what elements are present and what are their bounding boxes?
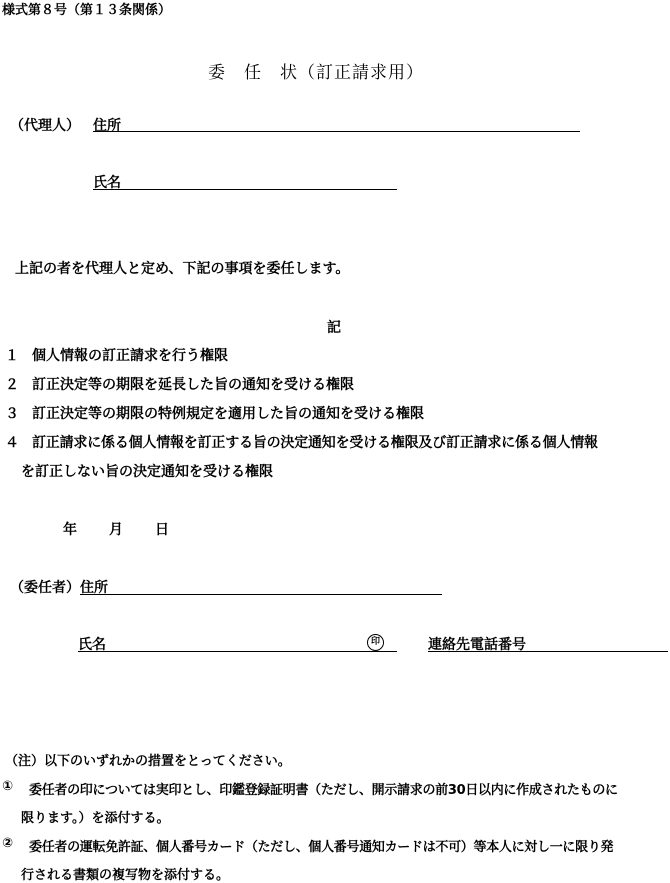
- seal-mark: 印: [367, 634, 384, 651]
- date-month-label: 月: [109, 522, 123, 538]
- delegation-statement: 上記の者を代理人と定め、下記の事項を委任します。: [15, 261, 350, 277]
- ki-heading: 記: [327, 320, 341, 336]
- list-item: 訂正決定等の期限を延長した旨の通知を受ける権限: [32, 377, 354, 393]
- note-item-continuation: 限ります。）を添付する。: [21, 811, 170, 826]
- list-item-number: ３: [5, 406, 19, 422]
- list-item-number: ４: [5, 435, 19, 451]
- date-day-label: 日: [155, 522, 169, 538]
- note-item-continuation: 行される書類の複写物を添付する。: [21, 868, 230, 883]
- list-item: 個人情報の訂正請求を行う権限: [32, 348, 228, 364]
- list-item-number: １: [5, 348, 19, 364]
- principal-name-label: 氏名: [78, 637, 106, 653]
- page-title: 委 任 状（訂正請求用）: [208, 63, 424, 83]
- note-item: 委任者の運転免許証、個人番号カード（ただし、個人番号通知カードは不可）等本人に対し一に限り発: [29, 840, 614, 855]
- date-year-label: 年: [63, 522, 77, 538]
- agent-address-label: 住所: [93, 118, 121, 134]
- agent-address-field[interactable]: [93, 131, 580, 132]
- list-item: 訂正請求に係る個人情報を訂正する旨の決定通知を受ける権限及び訂正請求に係る個人情報: [32, 435, 598, 451]
- principal-role-label: （委任者）: [10, 580, 80, 596]
- note-item: 委任者の印については実印とし、印鑑登録証明書（ただし、開示請求の前30日以内に作成されたものに: [29, 783, 618, 798]
- agent-role-label: （代理人）: [10, 118, 80, 134]
- phone-label: 連絡先電話番号: [428, 637, 526, 653]
- note-number: ②: [2, 836, 14, 851]
- list-item-number: ２: [5, 377, 19, 393]
- principal-address-label: 住所: [80, 580, 108, 596]
- notes-heading: （注）以下のいずれかの措置をとってください。: [5, 754, 291, 769]
- agent-name-label: 氏名: [93, 175, 121, 191]
- principal-address-field[interactable]: [80, 594, 442, 595]
- agent-name-field[interactable]: [93, 189, 397, 190]
- principal-name-field[interactable]: [78, 651, 397, 652]
- list-item-continuation: を訂正しない旨の決定通知を受ける権限: [21, 464, 273, 480]
- list-item: 訂正決定等の期限の特例規定を適用した旨の通知を受ける権限: [32, 406, 424, 422]
- note-number: ①: [2, 779, 14, 794]
- form-number: 様式第８号（第１３条関係）: [2, 3, 172, 18]
- phone-field[interactable]: [428, 651, 668, 652]
